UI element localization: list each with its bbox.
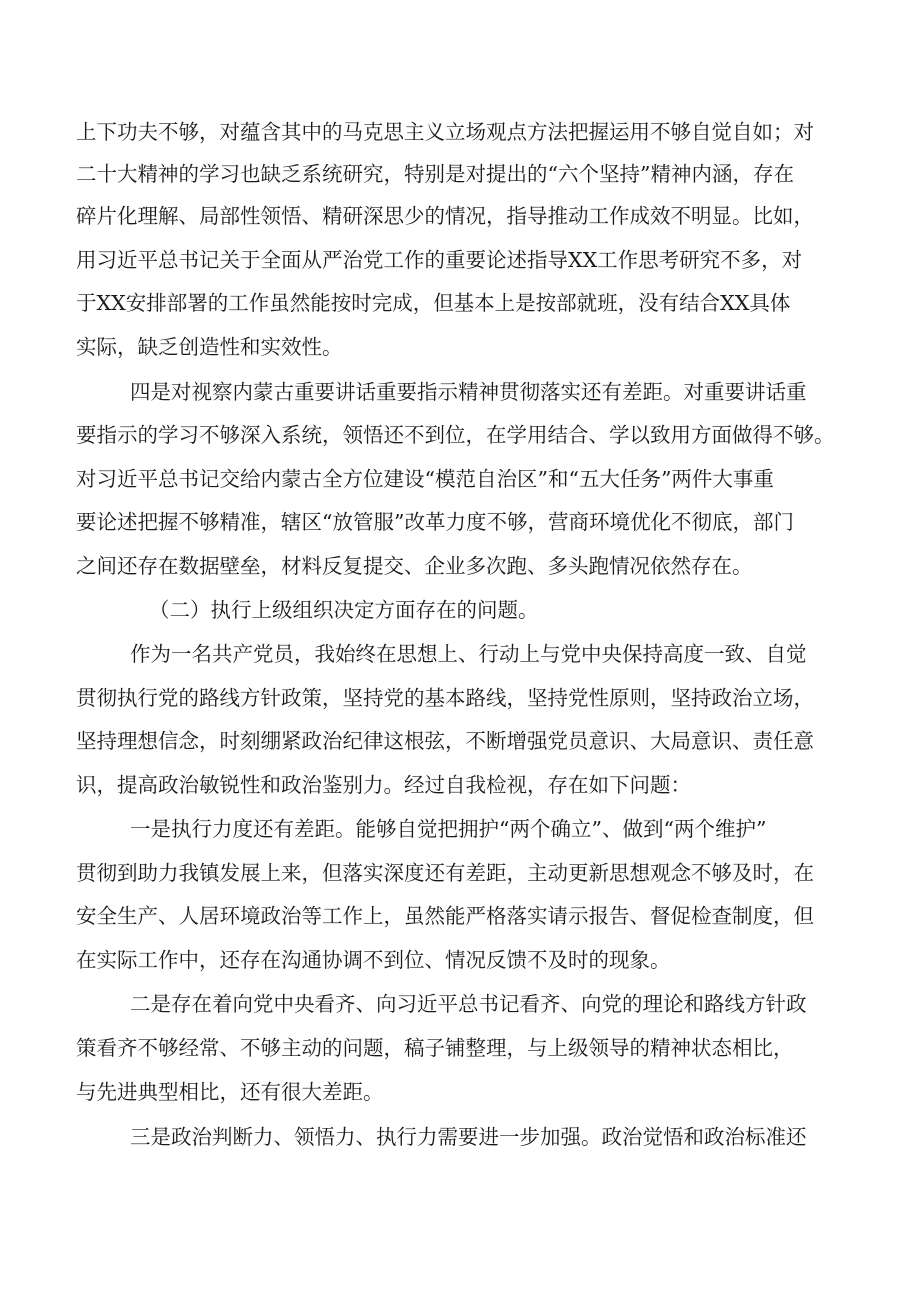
paragraph-first-line: 三是政治判断力、领悟力、执行力需要进一步加强。政治觉悟和政治标准还 [130, 1125, 807, 1149]
text-line: 策看齐不够经常、不够主动的问题，稿子铺整理，与上级领导的精神状态相比， [76, 1036, 794, 1060]
text-line: 实际，缺乏创造性和实效性。 [76, 335, 343, 359]
paragraph-first-line: 四是对视察内蒙古重要讲话重要指示精神贯彻落实还有差距。对重要讲话重 [130, 380, 807, 404]
text-line: 在实际工作中，还存在沟通协调不到位、情况反馈不及时的现象。 [76, 948, 671, 972]
text-line: 用习近平总书记关于全面从严治党工作的重要论述指导XX工作思考研究不多，对 [76, 248, 803, 272]
text-line: 安全生产、人居环境政治等工作上，虽然能严格落实请示报告、督促检查制度，但 [76, 904, 814, 928]
paragraph-first-line: 作为一名共产党员，我始终在思想上、行动上与党中央保持高度一致、自觉 [130, 642, 807, 666]
text-line: 要指示的学习不够深入系统，领悟还不到位，在学用结合、学以致用方面做得不够。 [76, 423, 835, 447]
text-line: 上下功夫不够，对蕴含其中的马克思主义立场观点方法把握运用不够自觉自如；对 [76, 120, 814, 144]
text-line: 之间还存在数据壁垒，材料反复提交、企业多次跑、多头跑情况依然存在。 [76, 554, 753, 578]
text-line: 对习近平总书记交给内蒙古全方位建设“模范自治区”和“五大任务”两件大事重 [76, 467, 774, 491]
text-line: 于XX安排部署的工作虽然能按时完成，但基本上是按部就班，没有结合XX具体 [76, 291, 791, 315]
text-line: 坚持理想信念，时刻绷紧政治纪律这根弦，不断增强党员意识、大局意识、责任意 [76, 729, 814, 753]
text-line: 碎片化理解、局部性领悟、精研深思少的情况，指导推动工作成效不明显。比如， [76, 204, 814, 228]
text-line: 要论述把握不够精准，辖区“放管服”改革力度不够，营商环境优化不彻底，部门 [76, 510, 794, 534]
text-line: 与先进典型相比，还有很大差距。 [76, 1080, 384, 1104]
text-line: 贯彻执行党的路线方针政策，坚持党的基本路线，坚持党性原则，坚持政治立场， [76, 686, 814, 710]
paragraph-first-line: 一是执行力度还有差距。能够自觉把拥护“两个确立”、做到“两个维护” [130, 817, 767, 841]
section-heading: （二）执行上级组织决定方面存在的问题。 [149, 598, 539, 622]
text-line: 识，提高政治敏锐性和政治鉴别力。经过自我检视，存在如下问题： [76, 773, 691, 797]
paragraph-first-line: 二是存在着向党中央看齐、向习近平总书记看齐、向党的理论和路线方针政 [130, 992, 807, 1016]
text-line: 贯彻到助力我镇发展上来，但落实深度还有差距，主动更新思想观念不够及时，在 [76, 861, 814, 885]
text-line: 二十大精神的学习也缺乏系统研究，特别是对提出的“六个坚持”精神内涵，存在 [76, 162, 794, 186]
